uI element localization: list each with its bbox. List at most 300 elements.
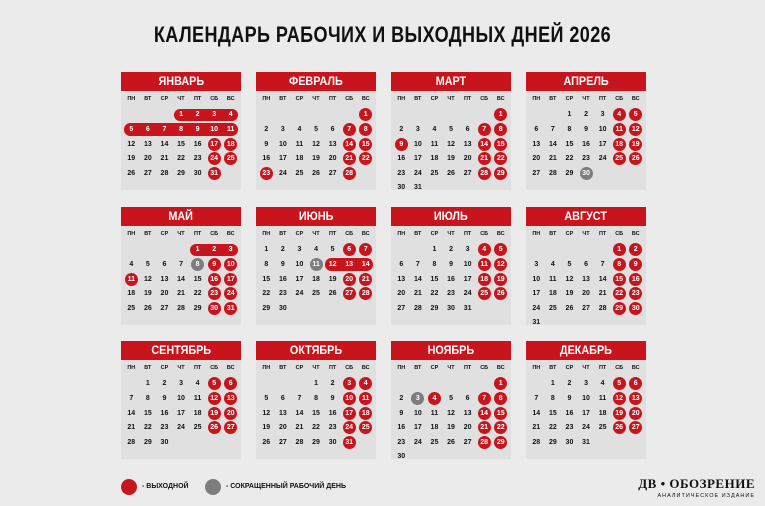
day-number: 3 xyxy=(415,125,420,133)
day-24 xyxy=(173,420,190,435)
day-number: 31 xyxy=(224,302,237,315)
day-15 xyxy=(426,272,443,287)
day-number: 17 xyxy=(582,409,590,417)
day-31 xyxy=(206,166,223,181)
day-number: 10 xyxy=(532,275,541,283)
day-number: 10 xyxy=(177,394,185,402)
day-4 xyxy=(357,377,374,392)
day-1 xyxy=(357,108,374,123)
day-5 xyxy=(443,391,460,406)
day-3 xyxy=(291,243,308,258)
day-8 xyxy=(561,122,578,137)
empty-cell xyxy=(459,181,476,196)
month-name: ДЕКАБРЬ xyxy=(559,343,613,357)
day-21 xyxy=(123,420,140,435)
month-title xyxy=(121,72,241,91)
day-25 xyxy=(123,301,140,316)
day-18 xyxy=(308,272,325,287)
day-number: 28 xyxy=(160,169,169,177)
day-27 xyxy=(222,420,239,435)
day-8 xyxy=(492,122,509,137)
weekday-label: ПН xyxy=(262,231,271,237)
weekday-header xyxy=(256,362,376,377)
day-number: 21 xyxy=(127,424,136,432)
day-number: 3 xyxy=(280,125,285,133)
day-number: 2 xyxy=(399,125,404,133)
weekday-label: ВТ xyxy=(279,96,287,102)
week-row xyxy=(121,122,241,137)
empty-cell xyxy=(156,243,173,258)
day-26 xyxy=(443,166,460,181)
day-number: 24 xyxy=(224,287,237,300)
day-14 xyxy=(341,137,358,152)
day-23 xyxy=(275,286,292,301)
day-26 xyxy=(443,435,460,450)
weekday-label: ПН xyxy=(397,365,406,371)
week-row xyxy=(256,435,376,450)
day-number: 15 xyxy=(359,138,372,151)
day-11 xyxy=(308,257,325,272)
day-number: 18 xyxy=(598,409,607,417)
day-22 xyxy=(426,286,443,301)
day-13 xyxy=(275,406,292,421)
day-number: 13 xyxy=(278,409,287,417)
weekday-label: ПТ xyxy=(463,96,472,102)
day-30 xyxy=(393,181,410,196)
day-18 xyxy=(222,137,239,152)
day-number: 18 xyxy=(359,407,372,420)
day-number: 30 xyxy=(397,184,406,192)
day-11 xyxy=(189,391,206,406)
day-22 xyxy=(357,151,374,166)
day-number: 6 xyxy=(330,125,335,133)
day-4 xyxy=(611,108,628,123)
day-number: 18 xyxy=(478,273,491,286)
day-20 xyxy=(578,286,595,301)
day-number: 19 xyxy=(613,407,626,420)
day-number: 6 xyxy=(465,125,470,133)
week-row xyxy=(121,257,241,272)
day-14 xyxy=(357,257,374,272)
day-number: 15 xyxy=(193,275,202,283)
empty-cell xyxy=(173,435,190,450)
day-number: 22 xyxy=(565,155,574,163)
weekday-label: ПТ xyxy=(598,231,607,237)
empty-cell xyxy=(492,181,509,196)
day-number: 23 xyxy=(447,290,455,298)
day-8 xyxy=(258,257,275,272)
day-10 xyxy=(291,257,308,272)
day-number: 8 xyxy=(314,394,318,402)
day-15 xyxy=(258,272,275,287)
week-row xyxy=(391,301,511,316)
day-number: 1 xyxy=(567,111,572,119)
weekday-label: ПТ xyxy=(463,365,472,371)
day-number: 4 xyxy=(550,260,555,268)
empty-cell xyxy=(291,108,308,123)
day-22 xyxy=(189,286,206,301)
week-row xyxy=(526,151,646,166)
day-number: 1 xyxy=(550,380,555,388)
day-number: 12 xyxy=(565,275,574,283)
day-2 xyxy=(393,391,410,406)
week-row xyxy=(526,137,646,152)
day-number: 5 xyxy=(264,394,269,402)
day-6 xyxy=(528,122,545,137)
day-number: 24 xyxy=(413,438,422,446)
empty-cell xyxy=(275,108,292,123)
day-27 xyxy=(528,166,545,181)
day-8 xyxy=(611,257,628,272)
day-number: 3 xyxy=(228,246,233,254)
day-7 xyxy=(545,122,562,137)
weekday-label: СБ xyxy=(345,96,354,102)
day-16 xyxy=(206,272,223,287)
day-number: 13 xyxy=(224,392,237,405)
day-20 xyxy=(140,151,157,166)
day-20 xyxy=(341,272,358,287)
day-3 xyxy=(206,108,223,123)
day-9 xyxy=(561,391,578,406)
day-28 xyxy=(173,301,190,316)
week-row xyxy=(121,166,241,181)
week-row xyxy=(256,286,376,301)
day-number: 26 xyxy=(494,287,507,300)
weekday-label: СР xyxy=(565,365,574,371)
day-16 xyxy=(324,406,341,421)
day-11 xyxy=(594,391,611,406)
day-number: 29 xyxy=(262,304,271,312)
day-22 xyxy=(140,420,157,435)
day-16 xyxy=(189,137,206,152)
day-number: 15 xyxy=(548,409,557,417)
weekday-label: СБ xyxy=(480,96,489,102)
legend-short-label: - СОКРАЩЕННЫЙ РАБОЧИЙ ДЕНЬ xyxy=(226,483,346,490)
day-10 xyxy=(275,137,292,152)
day-11 xyxy=(426,406,443,421)
day-3 xyxy=(578,377,595,392)
day-number: 28 xyxy=(343,167,356,180)
day-10 xyxy=(222,257,239,272)
weekday-label: ПТ xyxy=(328,96,337,102)
day-16 xyxy=(561,406,578,421)
day-15 xyxy=(173,137,190,152)
day-21 xyxy=(357,272,374,287)
day-number: 29 xyxy=(613,302,626,315)
day-6 xyxy=(627,377,644,392)
day-number: 8 xyxy=(613,258,626,271)
day-24 xyxy=(222,286,239,301)
week-row xyxy=(391,272,511,287)
week-row xyxy=(526,406,646,421)
week-row xyxy=(391,391,511,406)
day-14 xyxy=(594,272,611,287)
day-number: 4 xyxy=(228,111,233,119)
day-number: 24 xyxy=(463,290,472,298)
day-number: 20 xyxy=(397,290,406,298)
day-number: 5 xyxy=(330,246,335,254)
day-number: 30 xyxy=(160,438,169,446)
day-5 xyxy=(140,257,157,272)
day-3 xyxy=(275,122,292,137)
empty-cell xyxy=(459,450,476,465)
day-number: 12 xyxy=(143,275,152,283)
day-number: 17 xyxy=(295,275,304,283)
day-number: 24 xyxy=(295,290,304,298)
day-15 xyxy=(492,137,509,152)
day-24 xyxy=(578,420,595,435)
empty-cell xyxy=(341,301,358,316)
empty-cell xyxy=(627,435,644,450)
day-7 xyxy=(476,122,493,137)
month-name: ИЮНЬ xyxy=(298,209,334,223)
day-number: 18 xyxy=(224,138,237,151)
day-27 xyxy=(156,301,173,316)
day-16 xyxy=(443,272,460,287)
week-row xyxy=(256,377,376,392)
month-2 xyxy=(256,72,376,190)
month-5 xyxy=(121,207,241,325)
month-title xyxy=(256,207,376,226)
day-number: 8 xyxy=(494,123,507,136)
weekday-label: ВС xyxy=(496,231,505,237)
empty-cell xyxy=(140,243,157,258)
day-17 xyxy=(275,151,292,166)
weekday-label: СР xyxy=(160,365,169,371)
day-number: 26 xyxy=(613,421,626,434)
empty-cell xyxy=(393,243,410,258)
day-number: 3 xyxy=(212,111,217,119)
weekday-label: ВТ xyxy=(549,365,557,371)
day-11 xyxy=(357,391,374,406)
day-number: 29 xyxy=(312,438,320,446)
day-number: 6 xyxy=(145,125,150,133)
day-25 xyxy=(308,286,325,301)
day-number: 15 xyxy=(565,140,574,148)
day-2 xyxy=(156,377,173,392)
day-24 xyxy=(206,151,223,166)
day-8 xyxy=(426,257,443,272)
day-3 xyxy=(173,377,190,392)
day-number: 7 xyxy=(179,260,183,268)
empty-cell xyxy=(291,301,308,316)
day-7 xyxy=(291,391,308,406)
day-20 xyxy=(459,151,476,166)
day-28 xyxy=(410,301,427,316)
day-number: 25 xyxy=(478,287,491,300)
day-8 xyxy=(545,391,562,406)
week-row xyxy=(121,420,241,435)
empty-cell xyxy=(492,301,509,316)
day-17 xyxy=(410,151,427,166)
week-row xyxy=(526,391,646,406)
day-number: 10 xyxy=(413,409,422,417)
day-30 xyxy=(324,435,341,450)
day-30 xyxy=(578,166,595,181)
month-name: АВГУСТ xyxy=(564,209,608,223)
day-22 xyxy=(492,420,509,435)
day-number: 22 xyxy=(548,424,557,432)
day-number: 26 xyxy=(447,438,455,446)
day-26 xyxy=(611,420,628,435)
empty-cell xyxy=(476,181,493,196)
day-number: 18 xyxy=(193,409,202,417)
day-number: 27 xyxy=(143,169,152,177)
day-17 xyxy=(594,137,611,152)
day-number: 10 xyxy=(582,394,590,402)
day-27 xyxy=(324,166,341,181)
month-12 xyxy=(526,341,646,459)
day-number: 3 xyxy=(465,246,470,254)
week-row xyxy=(391,286,511,301)
day-30 xyxy=(443,301,460,316)
day-number: 25 xyxy=(613,152,626,165)
day-11 xyxy=(123,272,140,287)
day-number: 20 xyxy=(278,424,287,432)
day-number: 25 xyxy=(430,169,439,177)
day-1 xyxy=(426,243,443,258)
day-number: 31 xyxy=(532,319,541,327)
month-title xyxy=(526,72,646,91)
day-28 xyxy=(594,301,611,316)
day-number: 7 xyxy=(359,243,372,256)
day-13 xyxy=(627,391,644,406)
day-number: 18 xyxy=(613,138,626,151)
day-13 xyxy=(324,137,341,152)
weekday-label: ВТ xyxy=(144,365,152,371)
day-7 xyxy=(476,391,493,406)
week-row xyxy=(256,166,376,181)
week-row xyxy=(391,166,511,181)
weekday-header xyxy=(526,228,646,243)
day-20 xyxy=(156,286,173,301)
day-number: 15 xyxy=(262,275,271,283)
day-5 xyxy=(308,122,325,137)
day-number: 18 xyxy=(127,290,136,298)
month-title xyxy=(121,341,241,360)
day-number: 6 xyxy=(534,125,539,133)
day-7 xyxy=(156,122,173,137)
weekday-label: ВТ xyxy=(549,231,557,237)
week-row xyxy=(121,435,241,450)
day-23 xyxy=(258,166,275,181)
day-number: 17 xyxy=(413,155,422,163)
day-number: 3 xyxy=(297,246,302,254)
day-number: 2 xyxy=(212,246,217,254)
week-row xyxy=(391,108,511,123)
day-number: 9 xyxy=(449,260,453,268)
day-3 xyxy=(459,243,476,258)
day-5 xyxy=(324,243,341,258)
day-number: 22 xyxy=(494,152,507,165)
day-number: 19 xyxy=(565,290,574,298)
day-number: 25 xyxy=(193,424,202,432)
day-number: 7 xyxy=(550,125,555,133)
day-15 xyxy=(189,272,206,287)
day-number: 13 xyxy=(629,392,642,405)
day-30 xyxy=(156,435,173,450)
day-29 xyxy=(611,301,628,316)
week-row xyxy=(526,420,646,435)
day-number: 17 xyxy=(532,290,541,298)
day-number: 23 xyxy=(278,290,287,298)
day-number: 27 xyxy=(278,438,287,446)
weekday-label: ЧТ xyxy=(312,231,320,237)
month-title xyxy=(391,72,511,91)
day-number: 2 xyxy=(449,246,453,254)
day-number: 20 xyxy=(532,155,541,163)
day-number: 13 xyxy=(532,140,541,148)
day-10 xyxy=(459,257,476,272)
day-number: 19 xyxy=(447,424,455,432)
day-28 xyxy=(357,286,374,301)
day-number: 22 xyxy=(312,424,320,432)
day-number: 8 xyxy=(179,125,183,133)
empty-cell xyxy=(275,377,292,392)
weekday-label: ВТ xyxy=(414,96,422,102)
day-number: 13 xyxy=(463,409,472,417)
day-number: 28 xyxy=(478,167,491,180)
month-name: ЯНВАРЬ xyxy=(158,74,204,88)
day-number: 21 xyxy=(359,273,372,286)
empty-cell xyxy=(341,108,358,123)
day-7 xyxy=(123,391,140,406)
week-row xyxy=(121,243,241,258)
empty-cell xyxy=(476,108,493,123)
week-row xyxy=(256,420,376,435)
day-number: 17 xyxy=(208,138,221,151)
weekday-header xyxy=(526,362,646,377)
day-9 xyxy=(206,257,223,272)
day-number: 15 xyxy=(312,409,320,417)
day-25 xyxy=(222,151,239,166)
week-row xyxy=(526,435,646,450)
day-number: 11 xyxy=(310,258,323,271)
day-number: 16 xyxy=(565,409,574,417)
day-23 xyxy=(189,151,206,166)
logo-name: ДВ • ОБОЗРЕНИЕ xyxy=(638,476,755,491)
day-14 xyxy=(476,406,493,421)
month-10 xyxy=(256,341,376,459)
week-row xyxy=(121,286,241,301)
week-row xyxy=(391,181,511,196)
day-17 xyxy=(206,137,223,152)
day-4 xyxy=(189,377,206,392)
day-31 xyxy=(410,181,427,196)
day-25 xyxy=(357,420,374,435)
day-number: 26 xyxy=(629,152,642,165)
day-6 xyxy=(459,391,476,406)
day-number: 7 xyxy=(129,394,134,402)
day-number: 6 xyxy=(343,243,356,256)
day-7 xyxy=(341,122,358,137)
week-row xyxy=(121,272,241,287)
day-19 xyxy=(123,151,140,166)
day-number: 26 xyxy=(328,290,337,298)
weekday-label: ПН xyxy=(532,365,541,371)
day-1 xyxy=(492,108,509,123)
day-number: 28 xyxy=(532,438,541,446)
week-row xyxy=(391,137,511,152)
week-row xyxy=(391,420,511,435)
day-19 xyxy=(308,151,325,166)
day-number: 29 xyxy=(430,304,439,312)
weekday-header xyxy=(121,362,241,377)
day-24 xyxy=(410,435,427,450)
week-row xyxy=(121,377,241,392)
month-name: НОЯБРЬ xyxy=(427,343,475,357)
day-number: 20 xyxy=(224,407,237,420)
